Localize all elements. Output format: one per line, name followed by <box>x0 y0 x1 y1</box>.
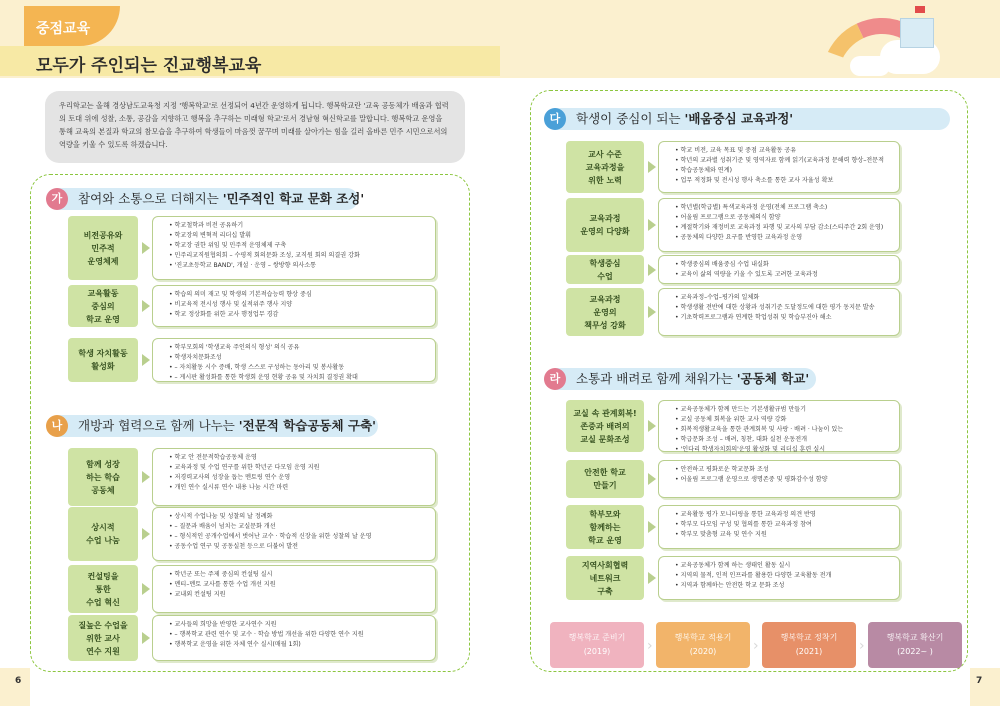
row-label: 교육과정 운영의 다양화 <box>566 198 644 252</box>
row-content <box>152 615 436 661</box>
arrow-icon <box>142 354 150 366</box>
row-item: • '인다리 학생자치회의'운영 활성화 및 리더십 훈련 실시 <box>675 445 891 455</box>
section-tab: 중점교육 <box>24 6 120 46</box>
row-item: • 학생생활 전반에 대한 상황과 성취기준 도달정도에 대한 평가 동지문 발송 <box>675 303 891 313</box>
row-item: • 교육공동체가 함께 만드는 기본생활규범 만들기 <box>675 405 891 415</box>
timeline-arrow-icon: › <box>859 638 865 654</box>
arrow-icon <box>142 300 150 312</box>
arrow-icon <box>142 528 150 540</box>
timeline-stage: 행복학교 적용기 (2020) <box>656 622 750 668</box>
section-heading <box>48 188 365 210</box>
row-label: 학부모와 함께하는 학교 운영 <box>566 505 644 549</box>
section-title-emphasis: '민주적인 학교 문화 조성' <box>222 191 365 206</box>
row-item: • 학부모 다모임 구성 및 협의를 통한 교육과정 참여 <box>675 520 891 530</box>
section-heading <box>546 368 816 390</box>
row-content <box>152 507 436 561</box>
row-content <box>658 505 900 549</box>
row-item: • 계절학기와 재정비로 교육과정 파행 및 교사의 부담 감소(스티주간 2회 운영) <box>675 223 891 233</box>
row-item: • 학교 비전, 교육 목표 및 중점 교육활동 공유 <box>675 146 891 156</box>
arrow-icon <box>648 572 656 584</box>
section-badge: 가 <box>46 188 68 210</box>
row-item: • 학교 안 전문적학습공동체 운영 <box>169 453 427 463</box>
row-item: • 교육과정 및 수업 연구를 위한 학년군 다모임 운영 지원 <box>169 463 427 473</box>
row-item: • 행복학교 운영을 위한 자체 연수 실시(매월 1회) <box>169 640 427 650</box>
row-item: • 안전하고 평화로운 학교문화 조성 <box>675 465 891 475</box>
castle-illustration <box>900 18 934 48</box>
arrow-icon <box>142 583 150 595</box>
row-item: • 교사들의 희망을 반영한 교사연수 지원 <box>169 620 427 630</box>
arrow-icon <box>648 264 656 276</box>
section-title-emphasis: '배움중심 교육과정' <box>684 111 794 126</box>
row-item: • 학습의 의미 재고 및 학생의 기본적습능력 향상 중심 <box>169 290 427 300</box>
row-item: • 업무 적정화 및 전시성 행사 축소를 통한 교사 자율성 확보 <box>675 176 891 186</box>
row-label: 교사 수준 교육과정을 위한 노력 <box>566 141 644 193</box>
intro-text: 우리학교는 올해 경상남도교육청 지정 '행복학교'로 선정되어 4년간 운영하게 됩니다. 행복학교란 '교육 공동체가 배움과 협력의 토대 위에 성찰, 소통, 공감을 지향하고 행복을 추구하는 미래형 학교'로서 경남형 혁신학교를 말합니다. 행복학교 운영을 통해 교육의 본질과 학교의 참모습을 추구하여 학생들이 마음껏 꿈꾸며 미래를 살아가는 힘을 길러 올바른 민주 시민으로서의 역량을 키울 수 있도록 하겠습니다. <box>45 91 465 163</box>
row-item: • 교육과정–수업–평가의 일체화 <box>675 293 891 303</box>
arrow-icon <box>142 242 150 254</box>
row-content <box>658 556 900 600</box>
cloud-illustration <box>850 56 890 76</box>
row-label: 교육과정 운영의 책무성 강화 <box>566 288 644 336</box>
arrow-icon <box>142 471 150 483</box>
row-item: • – 자치활동 시수 증배, 학생 스스로 구성하는 동아리 및 봉사활동 <box>169 363 427 373</box>
row-item: • 비교육적 전시성 행사 및 실적위주 행사 지양 <box>169 300 427 310</box>
row-item: • 교육활동 평가 모니터링을 통한 교육과정 의견 반영 <box>675 510 891 520</box>
row-label: 비전공유와 민주적 운영체제 <box>68 216 138 280</box>
row-item: • 지역과 함께하는 안전한 학교 문화 조성 <box>675 581 891 591</box>
section-heading <box>48 415 378 437</box>
timeline-arrow-icon: › <box>753 638 759 654</box>
row-item: • 학교철학과 비전 공유하기 <box>169 221 427 231</box>
page-number-right: 7 <box>976 676 983 686</box>
row-label: 지역사회협력 네트워크 구축 <box>566 556 644 600</box>
arrow-icon <box>648 420 656 432</box>
row-item: • 교육이 삶의 역량을 키울 수 있도록 고려한 교육과정 <box>675 270 891 280</box>
row-item: • 개인 연수 실시류 연수 내용 나눔 시간 마련 <box>169 483 427 493</box>
row-item: • 학생중심의 배움중심 수업 내실화 <box>675 260 891 270</box>
section-title: 참여와 소통으로 더해지는 <box>78 191 223 206</box>
row-content <box>658 255 900 284</box>
row-item: • 민주리교직원협의회 – 수평적 회의문화 조성, 교직원 회의 의결권 강화 <box>169 251 427 261</box>
section-badge: 다 <box>544 108 566 130</box>
row-item: • 교육공동체가 함께 하는 생태인 활동 실시 <box>675 561 891 571</box>
section-heading <box>546 108 950 130</box>
row-content <box>152 565 436 613</box>
row-item: • 지역의 물적, 인적 인프라를 활용한 다양한 교육활동 전개 <box>675 571 891 581</box>
section-title-emphasis: '전문적 학습공동체 구축' <box>238 418 376 433</box>
row-label: 질높은 수업을 위한 교사 연수 지원 <box>68 615 138 661</box>
row-content <box>658 288 900 336</box>
row-label: 상시적 수업 나눔 <box>68 507 138 561</box>
row-item: • 어울림 프로그램으로 공동체의식 함양 <box>675 213 891 223</box>
timeline-arrow-icon: › <box>647 638 653 654</box>
row-label: 안전한 학교 만들기 <box>566 460 644 498</box>
row-label: 학생 자치활동 활성화 <box>68 338 138 382</box>
arrow-icon <box>648 473 656 485</box>
row-content <box>152 216 436 280</box>
timeline-stage: 행복학교 준비기 (2019) <box>550 622 644 668</box>
row-item: • 학교장의 변혁적 리더십 발휘 <box>169 231 427 241</box>
row-content <box>658 141 900 193</box>
timeline-stage: 행복학교 확산기 (2022~ ) <box>868 622 962 668</box>
section-title: 소통과 배려로 함께 채워가는 <box>576 371 737 386</box>
page-title: 모두가 주인되는 진교행복교육 <box>36 56 262 76</box>
row-item: • – 게시판 활성화를 통한 학생회 운영 현황 공유 및 자치회 결정권 확대 <box>169 373 427 383</box>
row-label: 학생중심 수업 <box>566 255 644 284</box>
row-item: • 학교 정상화를 위한 교사 행정업무 경감 <box>169 310 427 320</box>
row-item: • 저경력교사의 성장을 돕는 멘토링 연수 운영 <box>169 473 427 483</box>
row-item: • 학급문화 조성 – 배려, 칭찬, 대화 실천 운동전개 <box>675 435 891 445</box>
row-item: • 학년군 또는 주제 중심의 컨설팅 실시 <box>169 570 427 580</box>
row-item: • 회복적생활교육을 통한 관계회복 및 사랑 · 배려 · 나눔이 있는 <box>675 425 891 435</box>
row-content <box>658 460 900 498</box>
row-label: 교실 속 관계회복! 존중과 배려의 교실 문화조성 <box>566 400 644 452</box>
arrow-icon <box>648 306 656 318</box>
row-item: • 기초학력프로그램과 연계한 학업성취 및 학습부진아 해소 <box>675 313 891 323</box>
section-title: 개방과 협력으로 함께 나누는 <box>78 418 239 433</box>
row-item: • 학생자치문화조성 <box>169 353 427 363</box>
flag-illustration <box>915 6 925 13</box>
row-item: • 학년별(학급별) 특색교육과정 운영(전체 프로그램 축소) <box>675 203 891 213</box>
row-item: • '진교초등학교 BAND', 개설 · 운영 – 쌍방향 의사소통 <box>169 261 427 271</box>
footer-strip <box>0 668 30 706</box>
row-item: • 학교장 권한 위임 및 민주적 운영체제 구축 <box>169 241 427 251</box>
section-title: 학생이 중심이 되는 <box>576 111 685 126</box>
page-number-left: 6 <box>15 676 22 686</box>
row-item: • 어울림 프로그램 운영으로 생명존중 및 평화감수성 함양 <box>675 475 891 485</box>
row-item: • 교내외 컨설팅 지원 <box>169 590 427 600</box>
row-item: • 상시적 수업나눔 및 성찰의 날 정례화 <box>169 512 427 522</box>
section-badge: 라 <box>544 368 566 390</box>
row-item: • 학부모회의 '학생교육 주인의식 형성' 의식 공유 <box>169 343 427 353</box>
footer-strip <box>970 668 1000 706</box>
section-title-emphasis: '공동체 학교' <box>736 371 810 386</box>
row-item: • 학습공동체와 연계) <box>675 166 891 176</box>
arrow-icon <box>648 161 656 173</box>
row-label: 교육활동 중심의 학교 운영 <box>68 285 138 327</box>
row-content <box>658 198 900 252</box>
row-content <box>658 400 900 452</box>
row-label: 컨설팅을 통한 수업 혁신 <box>68 565 138 613</box>
row-item: • 공동수업 연구 및 공동실천 등으로 더불어 발전 <box>169 542 427 552</box>
row-item: • 교실 공동체 회복을 위한 교사 역량 강화 <box>675 415 891 425</box>
row-content <box>152 448 436 506</box>
row-item: • 멘티–멘토 교사를 통한 수업 개선 지원 <box>169 580 427 590</box>
section-badge: 나 <box>46 415 68 437</box>
row-content <box>152 285 436 327</box>
arrow-icon <box>648 219 656 231</box>
row-item: • 공동체의 다양한 요구를 반영한 교육과정 운영 <box>675 233 891 243</box>
row-label: 함께 성장 하는 학습 공동체 <box>68 448 138 506</box>
row-item: • 학부모 맞춤형 교육 및 연수 지원 <box>675 530 891 540</box>
row-content <box>152 338 436 382</box>
row-item: • – 질문과 배움이 넘치는 교실문화 개선 <box>169 522 427 532</box>
arrow-icon <box>648 521 656 533</box>
row-item: • – 형식적인 공개수업에서 벗어난 교수 · 학습적 신장을 위한 성찰의 날 운영 <box>169 532 427 542</box>
timeline-stage: 행복학교 정착기 (2021) <box>762 622 856 668</box>
row-item: • – 행복학교 관련 연수 및 교수 · 학습 방법 개선을 위한 다양한 연수 지원 <box>169 630 427 640</box>
arrow-icon <box>142 632 150 644</box>
row-item: • 학년의 교과별 성취기준 및 영역자료 함께 읽기(교육과정 문해력 향상–전문적 <box>675 156 891 166</box>
